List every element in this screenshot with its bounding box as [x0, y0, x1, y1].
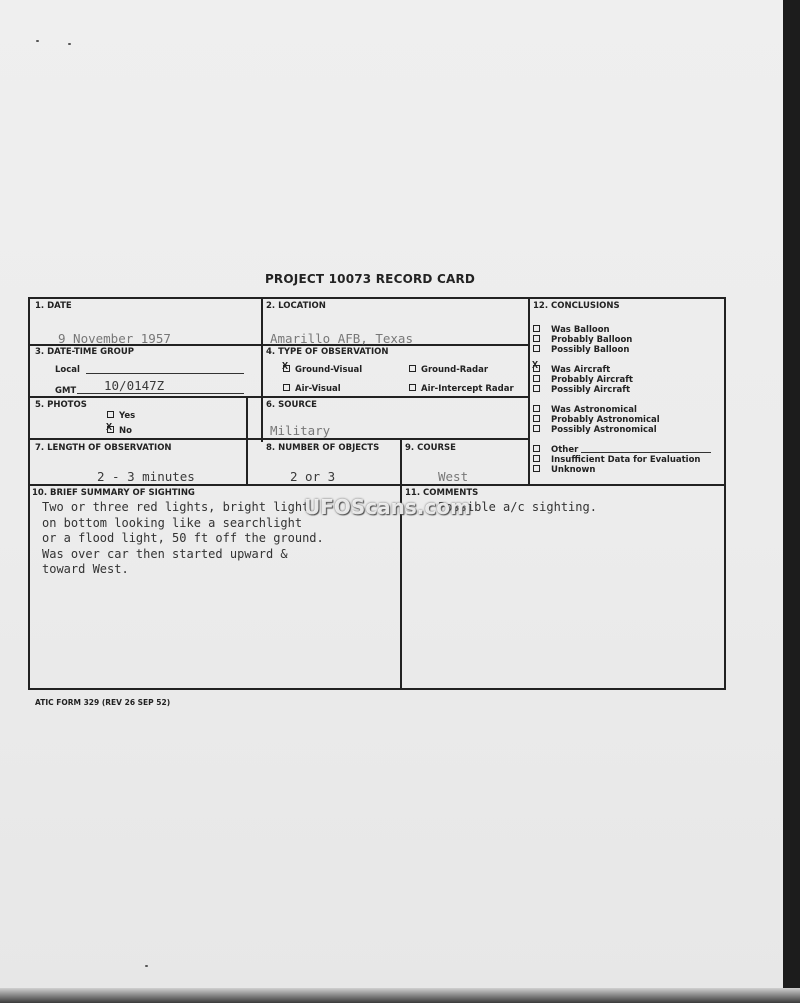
- source-value: Military: [270, 423, 331, 438]
- ground-radar-checkbox: [409, 365, 416, 372]
- conclusion-checkbox: [533, 425, 540, 432]
- summary-line: on bottom looking like a searchlight: [42, 515, 303, 530]
- air-intercept-label: Air-Intercept Radar: [421, 384, 514, 394]
- conclusion-item: [533, 325, 711, 335]
- course-value: West: [438, 469, 469, 484]
- conclusion-checkbox-marked: [532, 360, 540, 372]
- scan-edge-bottom: [0, 988, 800, 1003]
- conclusion-checkbox: [533, 415, 540, 422]
- conclusion-item: [533, 375, 711, 385]
- summary-line: toward West.: [42, 562, 129, 576]
- photos-no-option: [106, 422, 132, 436]
- air-visual-checkbox: [283, 384, 290, 391]
- number-label: 8. NUMBER OF OBJECTS: [266, 443, 380, 453]
- card-title: PROJECT 10073 RECORD CARD: [264, 272, 476, 286]
- conclusion-label: Probably Balloon: [551, 335, 633, 345]
- type-label: 4. TYPE OF OBSERVATION: [266, 347, 389, 357]
- conclusion-checkbox: [533, 385, 540, 392]
- photos-no-checkmark: X: [106, 422, 113, 433]
- other-underline: [581, 452, 711, 453]
- photos-no-checkbox: [106, 422, 114, 433]
- conclusion-item: [532, 360, 711, 375]
- conclusion-label: Was Balloon: [551, 325, 610, 335]
- conclusion-checkbox: [533, 445, 540, 452]
- summary-line: or a flood light, 50 ft off the ground.: [42, 531, 324, 545]
- conclusion-item: [533, 335, 711, 345]
- summary-line: Was over car then started upward &: [42, 546, 288, 561]
- summary-line: Two or three red lights, bright light: [42, 500, 310, 514]
- air-visual-option: [283, 384, 341, 394]
- location-label: 2. LOCATION: [266, 301, 326, 311]
- conclusion-label: Was Aircraft: [551, 365, 611, 375]
- conclusion-label: Possibly Astronomical: [551, 425, 657, 435]
- date-label: 1. DATE: [35, 301, 72, 311]
- conclusion-item: [533, 345, 711, 355]
- course-label: 9. COURSE: [405, 443, 456, 453]
- conclusion-label: Probably Aircraft: [551, 375, 633, 385]
- grid-line: [400, 438, 402, 690]
- comments-text: Possible a/c sighting.: [438, 500, 597, 514]
- conclusion-label: Was Astronomical: [551, 405, 637, 415]
- photos-yes-label: Yes: [119, 411, 136, 421]
- conclusion-checkbox: [533, 335, 540, 342]
- summary-text: [42, 500, 324, 578]
- grid-line: [261, 298, 263, 442]
- conclusion-checkbox: [533, 375, 540, 382]
- grid-line: [30, 438, 528, 440]
- form-footer: ATIC FORM 329 (REV 26 SEP 52): [35, 698, 171, 707]
- photos-yes-checkbox: [107, 411, 114, 418]
- local-label: Local: [55, 365, 80, 375]
- ground-visual-option: [282, 361, 363, 375]
- dtg-label: 3. DATE-TIME GROUP: [35, 347, 135, 357]
- conclusion-item: [533, 465, 711, 475]
- ground-visual-label: Ground-Visual: [295, 365, 363, 375]
- conclusions-list: [533, 321, 711, 475]
- ground-visual-checkmark: X: [282, 361, 289, 372]
- conclusion-item: [533, 385, 711, 395]
- conclusion-checkbox: [533, 325, 540, 332]
- length-value: 2 - 3 minutes: [97, 469, 195, 484]
- date-value: 9 November 1957: [58, 331, 171, 346]
- conclusion-label: Possibly Balloon: [551, 345, 630, 355]
- length-label: 7. LENGTH OF OBSERVATION: [35, 443, 172, 453]
- gmt-underline: [77, 393, 244, 394]
- grid-line: [246, 396, 248, 484]
- photos-label: 5. PHOTOS: [35, 400, 87, 410]
- scan-edge-right: [783, 0, 800, 1003]
- conclusion-item: [533, 425, 711, 435]
- conclusion-checkbox: [533, 465, 540, 472]
- conclusion-label: Possibly Aircraft: [551, 385, 631, 395]
- source-label: 6. SOURCE: [266, 400, 317, 410]
- conclusion-label: Insufficient Data for Evaluation: [551, 455, 701, 465]
- air-intercept-option: [409, 384, 514, 394]
- conclusion-item: [533, 405, 711, 415]
- location-value: Amarillo AFB, Texas: [270, 331, 413, 346]
- gmt-label: GMT: [55, 386, 77, 396]
- conclusion-label: Unknown: [551, 465, 596, 475]
- photos-no-label: No: [119, 426, 132, 436]
- scan-speck: [36, 40, 39, 42]
- summary-label: 10. BRIEF SUMMARY OF SIGHTING: [32, 488, 195, 498]
- ground-radar-label: Ground-Radar: [421, 365, 489, 375]
- conclusion-checkbox: [533, 455, 540, 462]
- air-visual-label: Air-Visual: [295, 384, 341, 394]
- conclusion-checkbox: [533, 405, 540, 412]
- conclusion-item: [533, 455, 711, 465]
- grid-line: [30, 484, 725, 486]
- conclusion-item: [533, 415, 711, 425]
- number-value: 2 or 3: [290, 469, 336, 484]
- conclusions-label: 12. CONCLUSIONS: [533, 301, 620, 311]
- photos-yes-option: [107, 411, 135, 421]
- conclusion-label: Probably Astronomical: [551, 415, 660, 425]
- air-intercept-checkbox: [409, 384, 416, 391]
- scan-speck: [145, 965, 148, 967]
- conclusion-label: Other: [551, 445, 579, 455]
- scan-speck: [68, 43, 71, 45]
- ground-radar-option: [409, 365, 488, 375]
- grid-line: [30, 396, 528, 398]
- conclusion-checkbox: [533, 345, 540, 352]
- local-underline: [86, 373, 244, 374]
- conclusion-item: [533, 445, 711, 455]
- conclusion-checkmark: X: [532, 360, 539, 371]
- grid-line: [528, 298, 530, 484]
- ground-visual-checkbox: [282, 361, 290, 372]
- comments-label: 11. COMMENTS: [405, 488, 479, 498]
- gmt-value: 10/0147Z: [104, 378, 165, 393]
- watermark: UFOScans.com: [304, 495, 471, 519]
